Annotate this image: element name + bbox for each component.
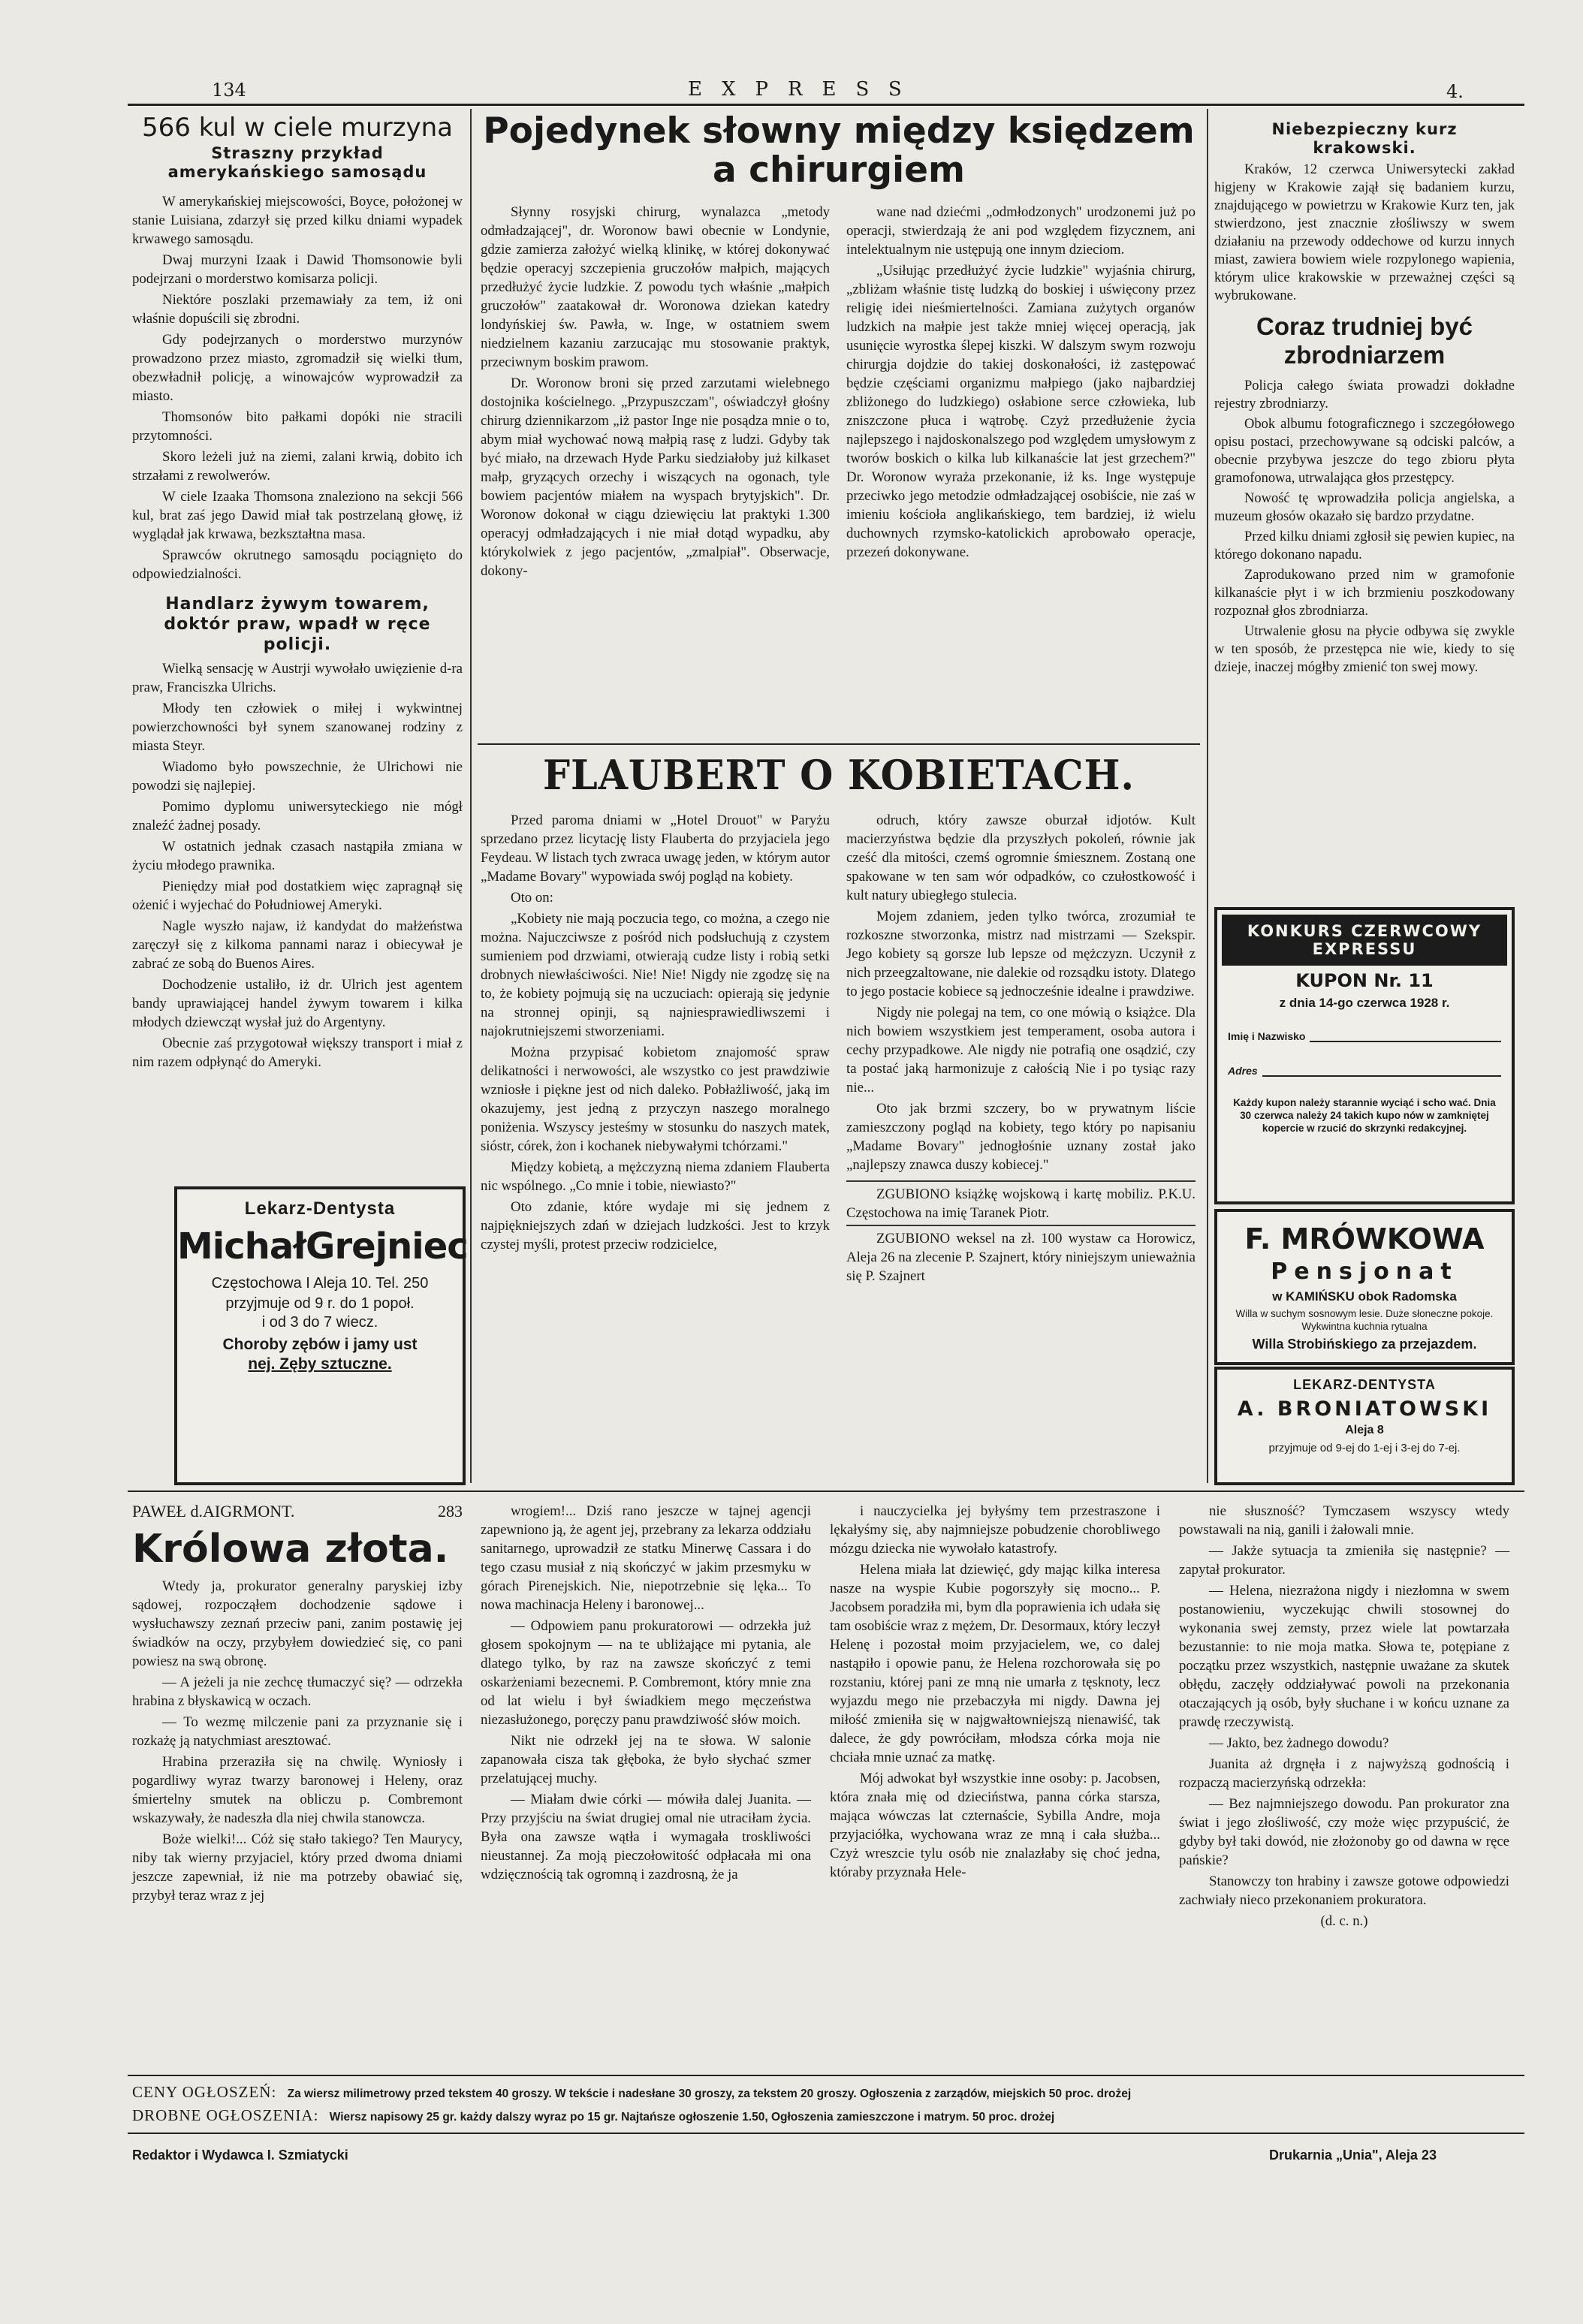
coupon-name-line[interactable] <box>1310 1041 1501 1042</box>
paragraph: Zaprodukowano przed nim w gramofonie kilkanaście płyt i w ich brzmieniu poszkodowany rozpoznał głos zbrodniarza. <box>1214 567 1515 619</box>
paragraph: — Jakto, bez żadnego dowodu? <box>1209 1735 1389 1751</box>
serial-author: PAWEŁ d.AIGRMONT. <box>132 1502 295 1521</box>
serial-number: 283 <box>438 1502 463 1521</box>
ad-dentist-grejniec <box>174 1186 466 1485</box>
paragraph: Sprawców okrutnego samosądu pociągnięto do odpowiedzialności. <box>132 547 463 582</box>
paragraph: Można przypisać kobietom znajomość spraw delikatności i nerwowości, ale wszystko co jest prawdziwie wzniosłe i piękne jest od nich daleko. Pobłażliwość, jaką im okazujemy, jest jedną z przyczyn naszego moralnego poniżenia. Wszyscy jesteśmy w stosunku do naszych matek, sióstr, córek, żon i kochanek niebywałymi tchórzami." <box>481 1044 830 1154</box>
article-column <box>846 811 1196 1288</box>
ad-pension <box>1214 1209 1515 1365</box>
paragraph: — To wezmę milczenie pani za przyznanie się i rozkażę ją natychmiast aresztować. <box>132 1714 463 1749</box>
article-body <box>1214 377 1515 677</box>
paragraph: Pomimo dyplomu uniwersyteckiego nie mógł znaleźć żadnej posady. <box>132 799 463 833</box>
left-article <box>132 113 463 1074</box>
paragraph: Nigdy nie polegaj na tem, co one mówią o książce. Dla nich bowiem wszystkiem jest temperament, osoba autora i cechy przypadkowe. Ale nigdy nie potrafią one osądzić, czy ta postać jaką harmonizuje z całością Nie i po tysiąc razy nie... <box>846 1005 1196 1096</box>
right-column <box>1214 120 1515 679</box>
coupon-date: z dnia 14-go czerwca 1928 r. <box>1279 996 1450 1010</box>
paragraph: Hrabina przeraziła się na chwilę. Wyniosły i pogardliwy wyraz twarzy baronowej i Heleny, oraz śmiertelny smutek na obliczu p. Combremont wskazywały, że nadeszła dla niej chwila stanowcza. <box>132 1754 463 1826</box>
paragraph: Obecnie zaś przygotował większy transport i miał z nim razem odpłynąć do Ameryki. <box>132 1035 463 1070</box>
paragraph: W amerykańskiej miejscowości, Boyce, położonej w stanie Luisiana, zdarzył się przed kilku dniami wypadek krwawego samosądu. <box>132 194 463 247</box>
article-column <box>481 203 830 583</box>
ad-desc: Willa w suchym sosnowym lesie. Duże słoneczne pokoje. Wykwintna kuchnia rytualna <box>1235 1308 1494 1332</box>
paragraph: Mojem zdaniem, jeden tylko twórca, zrozumiał te rozkoszne stworzonka, mistrz nad mistrzami — Szekspir. Jego kobiety są gorsze lub lepsze od mężczyzn. Uczynił z nich przeegzaltowane, nie dalekie od rozsądku istoty. Dlatego to jego postacie kobiece są jednocześnie idealne i prawdziwe. <box>846 909 1196 999</box>
article-title: Handlarz żywym towarem, doktór praw, wpadł w ręce policji. <box>164 595 431 654</box>
paragraph: Oto on: <box>511 890 553 906</box>
headline-line1: Pojedynek słowny między księdzem <box>483 110 1195 152</box>
serial-title: Królowa złota. <box>132 1527 449 1572</box>
coupon-number: KUPON Nr. 11 <box>1295 970 1434 991</box>
ad-name: MichałGrejniec <box>177 1225 468 1267</box>
coupon-field-label: Adres <box>1228 1065 1258 1077</box>
ad-specialty: Choroby zębów i jamy ust <box>222 1336 418 1353</box>
paragraph: Pieniędzy miał pod dostatkiem więc zapragnął się ożenić i wyjechać do Południowej Ameryki. <box>132 879 463 913</box>
paragraph: odruch, który zawsze oburzał idjotów. Kult macierzyństwa będzie dla przyszłych pokoleń, równie jak cześć dla mitości, czemś ogromnie śmiesznem. Zostaną one spakowane w ten sam wór odpadków, co czułostkowość i kult natury ubiegłego stulecia. <box>846 812 1196 903</box>
paragraph: i nauczycielka jej byłyśmy tem przestraszone i lękałyśmy się, aby najmniejsze pobudzenie chorobliwego mózgu dziecka nie wywołało katastrofy. <box>830 1503 1160 1557</box>
flaubert-headline: FLAUBERT O KOBIETACH. <box>542 751 1135 799</box>
paragraph: W ostatnich jednak czasach nastąpiła zmiana w życiu młodego prawnika. <box>132 839 463 873</box>
paragraph: Między kobietą, a mężczyzną niema zdaniem Flauberta nic wspólnego. „Co mnie i tobie, niewiasto?" <box>481 1159 830 1194</box>
ad-dentist-broniatowski <box>1214 1367 1515 1485</box>
serial-column <box>830 1502 1160 1884</box>
small-ads-row <box>132 2105 1521 2128</box>
paragraph: Gdy podejrzanych o morderstwo murzynów prowadzono przez miasto, zgromadził się wielki tłum, obezwładnił policję, a winowajców wyprowadził za miasto. <box>132 332 463 404</box>
article-column <box>481 811 830 1256</box>
paragraph: Policja całego świata prowadzi dokładne rejestry zbrodniarzy. <box>1214 378 1515 411</box>
footer-rule <box>128 2133 1524 2134</box>
paragraph: wane nad dziećmi „odmłodzonych" urodzonemi już po operacji, stwierdzają że ani pod względem fizycznem, ani intelektualnym nie ustępują one innym dzieciom. <box>846 204 1196 258</box>
printer-line: Drukarnia „Unia", Aleja 23 <box>1269 2148 1437 2163</box>
paragraph: Juanita aż drgnęła i z najwyższą godnością i rozpaczą macierzyńską odrzekła: <box>1179 1756 1509 1791</box>
ad-title: Lekarz-Dentysta <box>244 1198 396 1219</box>
article-subtitle: Straszny przykład amerykańskiego samosądu <box>167 144 427 181</box>
paragraph: Utrwalenie głosu na płycie odbywa się zwykle w ten sposób, że przestępca nie wie, kiedy to się dzieje, inaczej mógłby zmienić ton swej mowy. <box>1214 623 1515 675</box>
header-rule <box>128 104 1524 106</box>
ad-hours: przyjmuje od 9 r. do 1 popoł. <box>225 1295 415 1312</box>
footer-rule <box>128 2075 1524 2076</box>
article-title: Coraz trudniej być zbrodniarzem <box>1256 312 1473 369</box>
prices-text: Za wiersz milimetrowy przed tekstem 40 groszy. W tekście i nadesłane 30 groszy, za tekstem 20 groszy. Ogłoszenia z zarządów, miejskich 50 proc. drożej <box>287 2087 1132 2100</box>
paragraph: — Jakże sytuacja ta zmieniła się następnie? — zapytał prokurator. <box>1179 1543 1509 1578</box>
paragraph: — A jeżeli ja nie zechcę tłumaczyć się? — odrzekła hrabina z błyskawicą w oczach. <box>132 1674 463 1709</box>
paragraph: Dr. Woronow broni się przed zarzutami wielebnego dostojnika kościelnego. „Przypuszczam", oświadczył głośny chirurg dziennikarzom „iż pastor Inge nie posądza mnie o to, abym miał wychować nową małpią rasę z ludzi. Gdyby tak być miało, na drzewach Hyde Parku siedziałoby już kilkaset małp, gryzących orzechy i wiszących na ogonach, tyle bowiem pacjentów miałem na wyspach brytyjskich". Dr. Woronow dokonał w ciągu dziewięciu lat praktyki 1.300 operacyj odmładzających i nie miał dotąd wypadku, aby którykolwiek z jego pacjentów, „zmalpiał". Obserwacje, dokony- <box>481 375 830 579</box>
ad-prices <box>132 2081 1521 2128</box>
paragraph: Skoro leżeli już na ziemi, zalani krwią, dobito ich strzałami z rewolwerów. <box>132 449 463 484</box>
classified-lost: ZGUBIONO weksel na zł. 100 wystaw ca Horowicz, Aleja 26 na zlecenie P. Szajnert, który niniejszym unieważnia się P. Szajnert <box>846 1225 1196 1286</box>
column-divider <box>470 109 472 1483</box>
paragraph: Słynny rosyjski chirurg, wynalazca „metody odmładzającej", dr. Woronow bawi obecnie w Londynie, gdzie zamierza założyć wielką klinikę, w której dokonywać będzie operacyj szczepienia gruczołów małpich, mających przedłużyć życie ludzkie. Z powodu tych właśnie „małpich gruczołów" zaatakował dr. Woronowa dziekan katedry londyńskiej św. Pawła, w. Inge, w ostatniem swem niedzielnem kazaniu zarzucając mu stosowanie praktyk, przeciwnym boskim prawom. <box>481 204 830 370</box>
coupon-name-row <box>1228 1030 1501 1042</box>
paragraph: Obok albumu fotograficznego i szczegółowego opisu postaci, przechowywane są odciski palców, a obecnie przybywa jeszcze do tego zbioru płyta gramofonowa, utrwalająca głos przestępcy. <box>1214 416 1515 486</box>
coupon-field-label: Imię i Nazwisko <box>1228 1030 1306 1042</box>
coupon-note: Każdy kupon należy starannie wyciąć i scho wać. Dnia 30 czerwca należy 24 takich kupo nów w zamkniętej kopercie w rzucić do skrzynki redakcyjnej. <box>1233 1097 1496 1134</box>
paragraph: Nagle wyszło najaw, iż kandydat do małżeństwa zaręczył się z kilkoma pannami naraz i obiecywał je zabrać ze sobą do Buenos Aires. <box>132 918 463 972</box>
ad-prices-row <box>132 2081 1521 2105</box>
serial-column <box>132 1502 463 1907</box>
small-ads-label: DROBNE OGŁOSZENIA: <box>132 2106 319 2124</box>
ad-place: w KAMIŃSKU obok Radomska <box>1272 1289 1457 1304</box>
ad-address: Częstochowa I Aleja 10. Tel. 250 <box>211 1275 429 1292</box>
paragraph: Dochodzenie ustaliło, iż dr. Ulrich jest agentem bandy uprawiającej handel żywym towarem i kilka młodych dziewcząt wysłał już do Argentyny. <box>132 977 463 1030</box>
paragraph: Nikt nie odrzekł jej na te słowa. W salonie zapanowała cisza tak głęboka, że było słychać szmer przelatującej muchy. <box>481 1733 811 1786</box>
paragraph: wrogiem!... Dziś rano jeszcze w tajnej agencji zapewniono ją, że agent jej, przebrany za lekarza oddziału sanitarnego, uprowadził ze statku Minerwę Cassara i do tego czasu musiał z nią skończyć w jakim przesmyku w górach Pirenejskich. Nie, niepotrzebnie się lęka... To nowa machinacja Heleny i baronowej... <box>481 1503 811 1613</box>
paragraph: Kraków, 12 czerwca Uniwersytecki zakład higjeny w Krakowie zajął się badaniem kurzu, znajdującego w powietrzu w Krakowie Kurz ten, jak stwierdzono, jest znacznie złośliwszy w swem działaniu na przewody oddechowe od kurzu innych miast, zawiera bowiem wiele rozpylonego wapienia, którym ulice krakowskie w przeważnej części są wybrukowane. <box>1214 162 1515 303</box>
classified-lost: ZGUBIONO książkę wojskową i kartę mobiliz. P.K.U. Częstochowa na imię Taranek Piotr. <box>846 1180 1196 1222</box>
paragraph: „Kobiety nie mają poczucia tego, co można, a czego nie można. Najuczciwsze z pośród nich podsłuchują z czystem sumieniem pod drzwiami, otwierają cudze listy i robią setki drobnych niewłaściwości. Nie! Nie! Nigdy nie zgodzę się na to, że kobiety pojmują się na uczuciach: opierają się jedynie na stronnej opinji, są najniesprawiedliwszemi i najokrutniejszemi stworzeniami. <box>481 911 830 1039</box>
ad-kind: Pensjonat <box>1271 1258 1458 1285</box>
section-rule <box>478 743 1200 745</box>
coupon-address-row <box>1228 1065 1501 1077</box>
ad-street: Aleja 8 <box>1345 1424 1384 1436</box>
serial-body <box>132 1577 463 1905</box>
serial-column <box>1179 1502 1509 1933</box>
prices-label: CENY OGŁOSZEŃ: <box>132 2083 277 2101</box>
paragraph: „Usiłując przedłużyć życie ludzkie" wyjaśnia chirurg, „zbliżam właśnie tistę ludzką do boskiej i uświęcony przez religię idei nieśmiertelności. Zamiana zużytych organów ludzkich na małpie jest także mniej więcej operacją, jak usunięcie wyrostka ślepej kiszki. W dalszym swym rozwoju chirurgja dojdzie do takiej doskonałości, iż zastępować będzie częściami organizmu małpiego (jako najbardziej zbliżonego do ludzkiego) osłabione serce człowieka, lub zniszczone płuca i wątrobę. Czyż przedłużenie życia najlepszego i najdoskonalszego pod względem umysłowym z tworów boskich o kilka lub kilkanaście lat jest grzechem?" Dr. Woronow wyraża przekonanie, iż ks. Inge występuje przeciwko jego metodzie odmładzającej osobiście, nie zaś w imieniu kościoła anglikańskiego, tem bardziej, iż wielu duchownych rzymsko-katolickich aprobowało operacje, przezeń dokonywane. <box>846 263 1196 560</box>
paragraph: — Helena, niezrażona nigdy i niezłomna w swem postanowieniu, wyczekując chwili stosownej do wykonania swej zemsty, przez wiele lat powtarzała bezustannie: to nie moja matka. Słowa te, potępiane z początku przez wszystkich, następnie uważane za skutek obłędu, zaczęły oddziaływać powoli na przekonania otaczających ją osób, były słuchane i w końcu uznane za prawdę rzeczywistą. <box>1179 1583 1509 1730</box>
contest-coupon <box>1214 907 1515 1204</box>
paragraph: Oto zdanie, które wydaje mi się jednem z najpiękniejszych zdań w dziejach ludzkości. Jest to krzyk czystej myśli, protest przeciw rodzicielce, <box>481 1199 830 1252</box>
paragraph: W ciele Izaaka Thomsona znaleziono na sekcji 566 kul, brat zaś jego Dawid miał tak postrzelaną głowę, iż wyglądał jak krwawa, bezkształtna masa. <box>132 489 463 542</box>
paragraph: Wtedy ja, prokurator generalny paryskiej izby sądowej, rozpocząłem dochodzenie sądowe i wysłuchawszy zeznań przeciw pani, zanim postawię jej świadków na oczy, przybyłem dowiedzieć się, co pani powiesz na swą obronę. <box>132 1578 463 1669</box>
article-body <box>1214 161 1515 305</box>
column-divider <box>1207 109 1208 1483</box>
article-body <box>132 659 463 1072</box>
serial-column <box>481 1502 811 1886</box>
ad-title: LEKARZ-DENTYSTA <box>1293 1377 1436 1392</box>
paragraph: Stanowczy ton hrabiny i zawsze gotowe odpowiedzi zachwiały nieco przekonaniem prokuratora. <box>1179 1873 1509 1908</box>
ad-hours: i od 3 do 7 wiecz. <box>261 1314 378 1331</box>
ad-specialty: nej. Zęby sztuczne. <box>248 1355 392 1373</box>
paragraph: Młody ten człowiek o miłej i wykwintnej powierzchowności był synem szanowanej rodziny z miasta Steyr. <box>132 701 463 754</box>
serial-byline <box>132 1502 463 1521</box>
paragraph: — Miałam dwie córki — mówiła dalej Juanita. — Przy przyjściu na świat drugiej omal nie utraciłam życia. Była ona zawsze wątła i wymagała troskliwości nieustannej. Za moją pieczołowitość odpłacała mi ona wdzięcznością tak ogromną i zazdrosną, że ja <box>481 1792 811 1882</box>
paragraph: Boże wielki!... Cóż się stało takiego? Ten Maurycy, niby tak wierny przyjaciel, który przed dwoma dniami jeszcze zapewniał, iż nie ma potrzeby obawiać się, przybył teraz wraz z jej <box>132 1831 463 1904</box>
ad-villa: Willa Strobińskiego za przejazdem. <box>1252 1337 1477 1352</box>
editor-line: Redaktor i Wydawca I. Szmiatycki <box>132 2148 348 2163</box>
paragraph: Oto jak brzmi szczery, bo w prywatnym liście zamieszczony pogląd na kobiety, tego który po napisaniu „Madame Bovary" jednogłośnie uznany został jako „najlepszy znawca duszy kobiecej." <box>846 1101 1196 1173</box>
paragraph: Nowość tę wprowadziła policja angielska, a muzeum głosów okazało się bardzo przydatne. <box>1214 490 1515 524</box>
coupon-address-line[interactable] <box>1262 1075 1501 1077</box>
paragraph: Helena miała lat dziewięć, gdy mając kilka interesa nasze na wyspie Kubie pogorszyły się mocno... P. Jacobsem poradziła mi, bym dla poprawienia ich udała się tam osobiście wraz z mężem, Dr. Desormaux, który leczył Helenę i pozostał moim przyjacielem, we, co dalej nastąpiło i opowie panu, że Helena rozchorowała się po rozstaniu, której pani ze mną nie umarła z tęsknoty, lecz wyjazdu mego nie przebaczyła mi nigdy. Dawna jej miłość zmieniła się w najgwałtowniejszą nienawiść, tak dalece, że gdy powróciłam, młodsza córka moja nie chciała mnie uznać za matkę. <box>830 1562 1160 1765</box>
paragraph: Mój adwokat był wszystkie inne osoby: p. Jacobsen, która znała mię od dzieciństwa, panna córka starsza, mająca wówczas lat czternaście, Sybilla Andre, moja przyjaciółka, wychowana wraz ze mną i cała służba... Czyż wreszcie tylu osób nie znalazłaby się choć jedna, któraby przyznała Hele- <box>830 1771 1160 1880</box>
article-title: 566 kul w ciele murzyna <box>142 113 453 143</box>
paragraph: nie słuszność? Tymczasem wszyscy wtedy powstawali na nią, ganili i żałowali mnie. <box>1179 1503 1509 1538</box>
page-number-right: 4. <box>1446 81 1464 102</box>
ad-name: F. MRÓWKOWA <box>1244 1222 1485 1255</box>
paragraph: — Bez najmniejszego dowodu. Pan prokurator zna świat i jego złośliwość, czy może więc przypuścić, że gdyby był taki dowód, nie złożonoby go od dawna w ręce pańskie? <box>1179 1796 1509 1868</box>
article-column <box>846 203 1196 564</box>
paragraph: Wielką sensację w Austrji wywołało uwięzienie d-ra praw, Franciszka Ulrichs. <box>132 661 463 695</box>
section-rule <box>128 1491 1524 1492</box>
paragraph: Przed kilku dniami zgłosił się pewien kupiec, na którego dokonano napadu. <box>1214 529 1515 562</box>
paragraph: — Odpowiem panu prokuratorowi — odrzekła już głosem spokojnym — na te ubliżające mi pytania, ale dlatego tylko, by raz na zawsze skończyć z temi oskarżeniami bezecnemi. P. Combremont, który mnie zna od lat wielu i był świadkiem mego męczeństwa niezasłużonego, poręczy panu prawdziwość słów moich. <box>481 1618 811 1728</box>
small-ads-text: Wiersz napisowy 25 gr. każdy dalszy wyraz po 15 gr. Najtańsze ogłoszenie 1.50, Ogłoszenia zamieszczone i matrym. 50 proc. drożej <box>329 2111 1055 2124</box>
headline-line2: a chirurgiem <box>713 149 965 191</box>
serial-continued: (d. c. n.) <box>1320 1913 1368 1929</box>
paragraph: Wiadomo było powszechnie, że Ulrichowi nie powodzi się najlepiej. <box>132 759 463 794</box>
ad-hours: przyjmuje od 9-ej do 1-ej i 3-ej do 7-ej. <box>1268 1442 1461 1454</box>
paragraph: Niektóre poszlaki przemawiały za tem, iż oni właśnie dopuścili się zbrodni. <box>132 292 463 327</box>
ad-name: A. BRONIATOWSKI <box>1237 1397 1492 1421</box>
paragraph: Przed paroma dniami w „Hotel Drouot" w Paryżu sprzedano przez licytację listy Flauberta do przyjaciela jego Feydeau. W listach tych zwraca uwagę jeden, w którym autor „Madame Bovary" wypowiada swój pogląd na kobiety. <box>481 812 830 885</box>
masthead: EXPRESS <box>688 78 921 101</box>
article-title: Niebezpieczny kurz krakowski. <box>1271 120 1458 157</box>
article-body <box>132 192 463 583</box>
paragraph: Thomsonów bito pałkami dopóki nie stracili przytomności. <box>132 409 463 444</box>
page-number-left: 134 <box>212 80 246 101</box>
coupon-header: KONKURS CZERWCOWY EXPRESSU <box>1222 915 1507 966</box>
paragraph: Dwaj murzyni Izaak i Dawid Thomsonowie byli podejrzani o morderstwo komisarza policji. <box>132 252 463 287</box>
